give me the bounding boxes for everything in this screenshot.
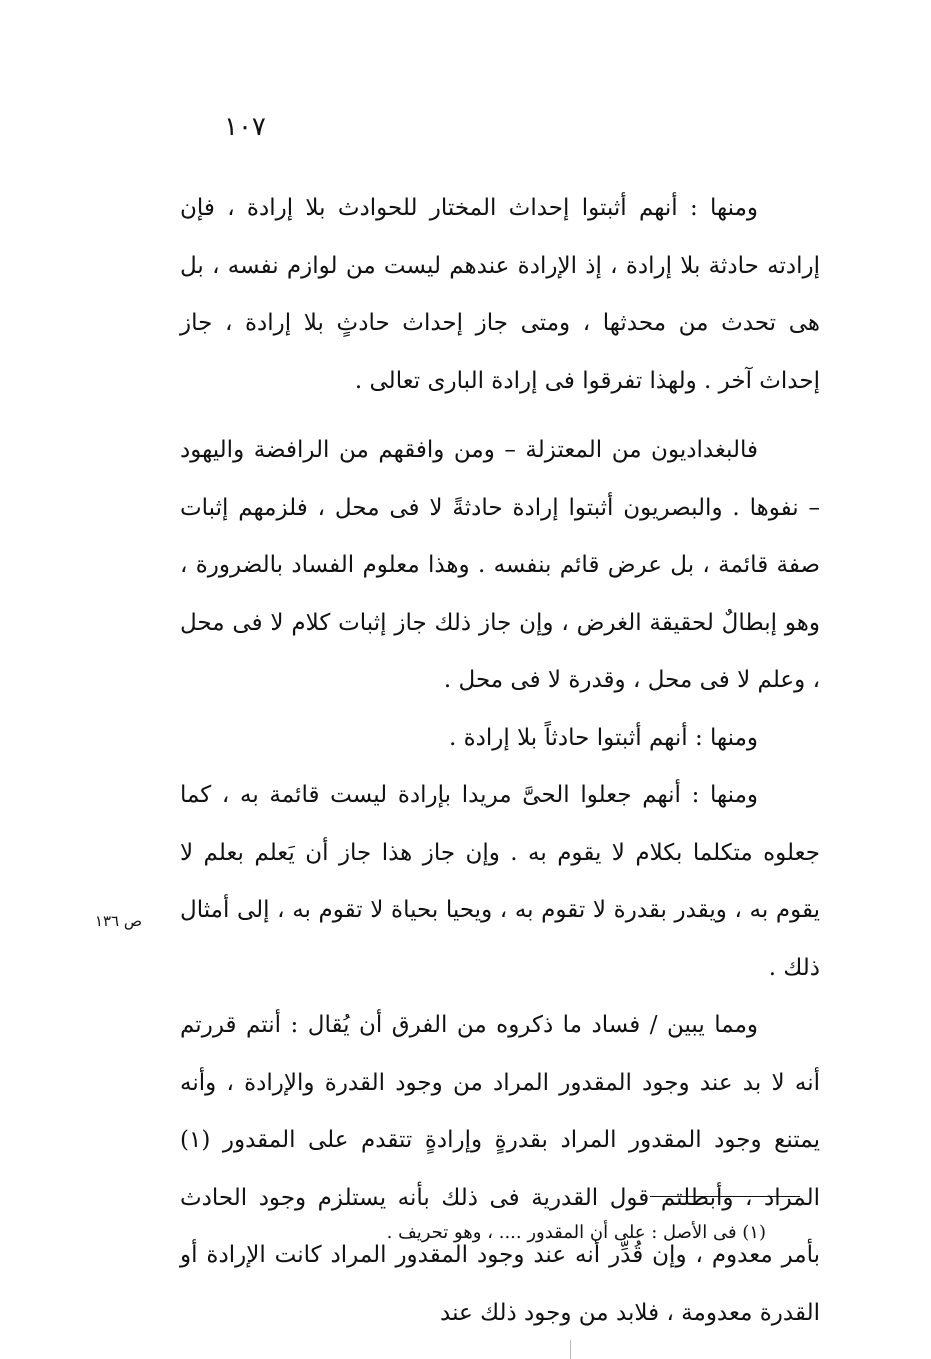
paragraph-2: فالبغداديون من المعتزلة – ومن وافقهم من الرافضة واليهود – نفوها . والبصريون أثبتوا إرادة حادثةً لا فى محل ، فلزمهم إثبات صفة قائمة ، بل عرض قائم بنفسه . وهذا معلوم الفساد بالضرورة ، وهو إبطالٌ لحقيقة الغرض ، وإن جاز ذلك جاز إثبات كلام لا فى محل ، وعلم لا فى محل ، وقدرة لا فى محل . [180, 437, 820, 693]
footnote: (١) فى الأصل : على أن المقدور .... ، وهو تحريف . [386, 1222, 766, 1243]
margin-page-reference: ص ١٣٦ [94, 912, 142, 930]
paragraph-1: ومنها : أنهم أثبتوا إحداث المختار للحوادث بلا إرادة ، فإن إرادته حادثة بلا إرادة ، إذ الإرادة عندهم ليست من لوازم نفسه ، بل هى تحدث من محدثها ، ومتى جاز إحداث حادثٍ بلا إرادة ، جاز إحداث آخر . ولهذا تفرقوا فى إرادة البارى تعالى . [180, 195, 820, 394]
footnote-divider [650, 1196, 800, 1197]
paragraph-3: ومنها : أنهم أثبتوا حادثاً بلا إرادة . [448, 724, 758, 751]
main-text [180, 180, 820, 1342]
paragraph-5: ومما يبين / فساد ما ذكروه من الفرق أن يُقال : أنتم قررتم أنه لا بد عند وجود المقدور المراد من وجود القدرة والإرادة ، وأنه يمتنع وجود المقدور المراد بقدرةٍ وإرادةٍ تتقدم على المقدور (١) المراد ، وأبطلتم قول القدرية فى ذلك بأنه يستلزم وجود الحادث بأمر معدوم ، وإن قُدِّر أنه عند وجود المقدور المراد كانت الإرادة أو القدرة معدومة ، فلابد من وجود ذلك عند [180, 1012, 820, 1326]
page-edge-mark [570, 1340, 571, 1359]
page-number: ١٠٧ [224, 112, 266, 142]
paragraph-4: ومنها : أنهم جعلوا الحىَّ مريدا بإرادة ليست قائمة به ، كما جعلوه متكلما بكلام لا يقوم به . وإن جاز هذا جاز أن يَعلم بعلم لا يقوم به ، ويقدر بقدرة لا تقوم به ، ويحيا بحياة لا تقوم به ، إلى أمثال ذلك . [180, 782, 820, 981]
